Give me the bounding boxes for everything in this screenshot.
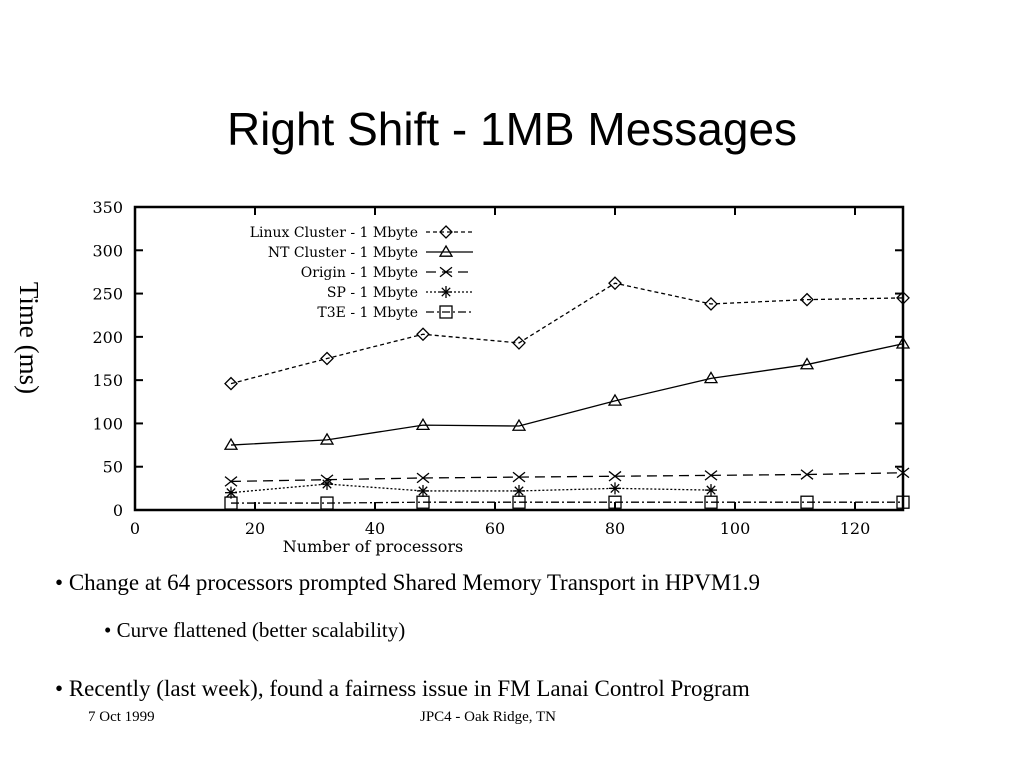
y-tick-label: 50 [102, 457, 123, 477]
bullet-2 [55, 676, 750, 702]
sub-bullet-1 [104, 618, 405, 643]
x-tick-label: 20 [244, 519, 266, 538]
plot-frame [135, 207, 903, 510]
bullet-marker: • [55, 570, 64, 595]
bullet-text: Change at 64 processors prompted Shared Memory Transport in HPVM1.9 [68, 570, 761, 595]
footer-venue: JPC4 - Oak Ridge, TN [420, 709, 556, 725]
y-tick-label: 100 [92, 414, 123, 434]
x-tick-label: 0 [129, 519, 141, 538]
data-point [417, 419, 429, 429]
y-tick-label: 0 [112, 501, 123, 520]
y-tick-label: 150 [92, 371, 123, 391]
y-tick-label: 250 [92, 284, 123, 304]
x-tick-label: 60 [484, 519, 506, 538]
x-tick-label: 100 [719, 519, 751, 538]
footer-date: 7 Oct 1999 [88, 709, 155, 725]
legend-entry [317, 305, 473, 321]
series-line [231, 502, 903, 503]
bullet-marker: • [55, 676, 64, 701]
bullet-marker: • [104, 618, 112, 642]
bullet-1 [55, 570, 760, 596]
y-tick-label: 350 [92, 198, 123, 217]
legend-label: Linux Cluster - 1 Mbyte [249, 225, 418, 241]
x-axis-label: Number of processors [282, 537, 464, 556]
x-tick-label: 40 [364, 519, 386, 538]
y-tick-label: 200 [92, 327, 123, 347]
series-3 [225, 478, 717, 499]
bullet-text: Recently (last week), found a fairness issue in FM Lanai Control Program [68, 676, 750, 701]
data-point [513, 485, 525, 497]
x-tick-label: 80 [604, 519, 626, 538]
data-point [609, 482, 621, 494]
series-4 [225, 496, 909, 509]
x-tick-label: 120 [839, 519, 871, 538]
legend-label: Origin - 1 Mbyte [300, 265, 418, 281]
data-point [705, 484, 717, 496]
legend-label: T3E - 1 Mbyte [317, 305, 418, 321]
series-line [231, 473, 903, 482]
y-tick-label: 300 [92, 241, 123, 261]
legend-entry [250, 225, 473, 241]
series-line [231, 484, 711, 493]
bullet-text: Curve flattened (better scalability) [116, 618, 406, 642]
legend-label: SP - 1 Mbyte [326, 285, 418, 301]
legend-entry [327, 285, 473, 301]
data-point [225, 439, 237, 449]
slide-title: Right Shift - 1MB Messages [226, 103, 798, 155]
data-point [440, 246, 452, 256]
legend-entry [301, 265, 473, 281]
series-1 [225, 338, 909, 449]
data-point [417, 485, 429, 497]
legend-label: NT Cluster - 1 Mbyte [267, 245, 418, 261]
legend-entry [268, 245, 473, 261]
y-axis-label: Time (ms) [14, 281, 44, 395]
data-point [440, 286, 452, 298]
